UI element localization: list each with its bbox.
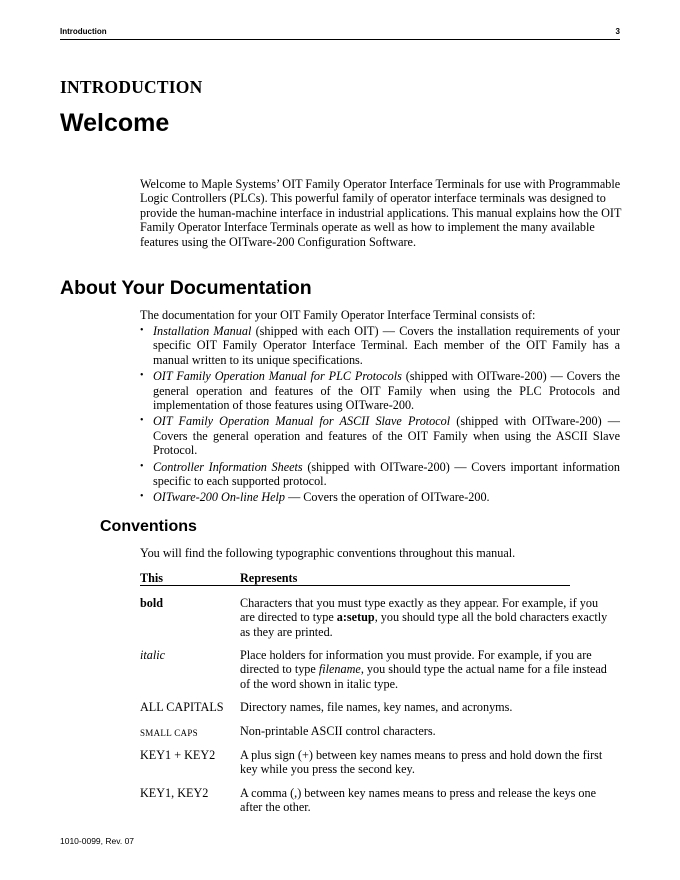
conventions-table bbox=[140, 571, 622, 815]
conventions-intro: You will find the following typographic conventions throughout this manual. bbox=[140, 546, 516, 560]
welcome-paragraph: Welcome to Maple Systems’ OIT Family Operator Interface Terminals for use with Programmable Logic Controllers (PLCs). This powerful family of operator interface terminals was designed to provide the human-machine interface in industrial applications. This manual explains how the OIT Family Operator Interface Terminals operate as well as how to implement the many available features using the OITware-200 Configuration Software. bbox=[140, 177, 622, 249]
about-heading: About Your Documentation bbox=[60, 277, 312, 299]
doc-title: OIT Family Operation Manual for PLC Protocols bbox=[153, 369, 402, 384]
convention-term: SMALL CAPS bbox=[140, 728, 198, 738]
doc-title: Controller Information Sheets bbox=[153, 459, 303, 474]
list-item bbox=[140, 324, 620, 367]
header-page-number: 3 bbox=[615, 27, 620, 36]
convention-description: Non-printable ASCII control characters. bbox=[240, 724, 436, 738]
footer-doc-number: 1010-0099, Rev. 07 bbox=[60, 836, 135, 846]
header-section-title: Introduction bbox=[60, 27, 107, 36]
convention-description bbox=[240, 648, 614, 691]
list-item bbox=[140, 414, 620, 457]
doc-description: (shipped with OITware-200) — Covers important information specific to each supported protocol. bbox=[153, 459, 620, 489]
doc-description: (shipped with OITware-200) — Covers the general operation and features of the OIT Family when using the ASCII Slave Protocol. bbox=[153, 414, 620, 458]
bullet-icon: • bbox=[140, 370, 144, 382]
convention-term: bold bbox=[140, 596, 164, 610]
doc-description: — Covers the operation of OITware-200. bbox=[285, 490, 490, 505]
welcome-heading: Welcome bbox=[60, 109, 170, 137]
chapter-label: INTRODUCTION bbox=[60, 77, 203, 97]
description-text: , you should type all the bold characters exactly as they are printed. bbox=[240, 610, 608, 639]
list-item bbox=[140, 460, 620, 489]
bullet-icon: • bbox=[140, 325, 144, 336]
bullet-icon: • bbox=[140, 460, 144, 472]
convention-description: Directory names, file names, key names, and acronyms. bbox=[240, 700, 513, 714]
table-header bbox=[140, 571, 570, 586]
convention-term: ALL CAPITALS bbox=[140, 700, 224, 714]
description-emphasis: filename bbox=[318, 662, 361, 677]
doc-description: (shipped with OITware-200) — Covers the general operation and features of the OIT Family when using the PLC Protocols and implementation of those features using OITware-200. bbox=[153, 369, 620, 413]
documentation-list bbox=[140, 324, 620, 507]
column-header-represents: Represents bbox=[240, 571, 298, 585]
list-item bbox=[140, 369, 620, 412]
description-text: Characters that you must type exactly as they appear. For example, if you are directed to type bbox=[240, 596, 599, 625]
running-header bbox=[60, 27, 620, 40]
conventions-heading: Conventions bbox=[100, 518, 197, 535]
convention-term: KEY1 + KEY2 bbox=[140, 748, 216, 762]
convention-description bbox=[240, 596, 614, 639]
description-emphasis: a:setup bbox=[336, 610, 375, 625]
doc-description: (shipped with each OIT) — Covers the installation requirements of your specific OIT Family Operator Interface Terminal. Each member of the OIT Family has a manual written to its unique specifications. bbox=[153, 324, 620, 367]
doc-title: OITware-200 On-line Help bbox=[153, 490, 286, 505]
bullet-icon: • bbox=[140, 415, 144, 427]
column-header-this: This bbox=[140, 571, 164, 585]
description-text: Place holders for information you must provide. For example, if you are directed to type bbox=[240, 648, 592, 677]
convention-description: A comma (,) between key names means to press and release the keys one after the other. bbox=[240, 786, 597, 815]
doc-title: Installation Manual bbox=[153, 324, 252, 338]
about-intro: The documentation for your OIT Family Operator Interface Terminal consists of: bbox=[140, 308, 536, 322]
bullet-icon: • bbox=[140, 491, 144, 503]
convention-description: A plus sign (+) between key names means to press and hold down the first key while you press the second key. bbox=[240, 748, 603, 777]
description-text: , you should type the actual name for a file instead of the word shown in italic type. bbox=[240, 662, 607, 691]
convention-term: italic bbox=[140, 648, 166, 662]
list-item bbox=[140, 490, 620, 504]
doc-title: OIT Family Operation Manual for ASCII Slave Protocol bbox=[153, 414, 451, 429]
convention-term: KEY1, KEY2 bbox=[140, 786, 209, 800]
